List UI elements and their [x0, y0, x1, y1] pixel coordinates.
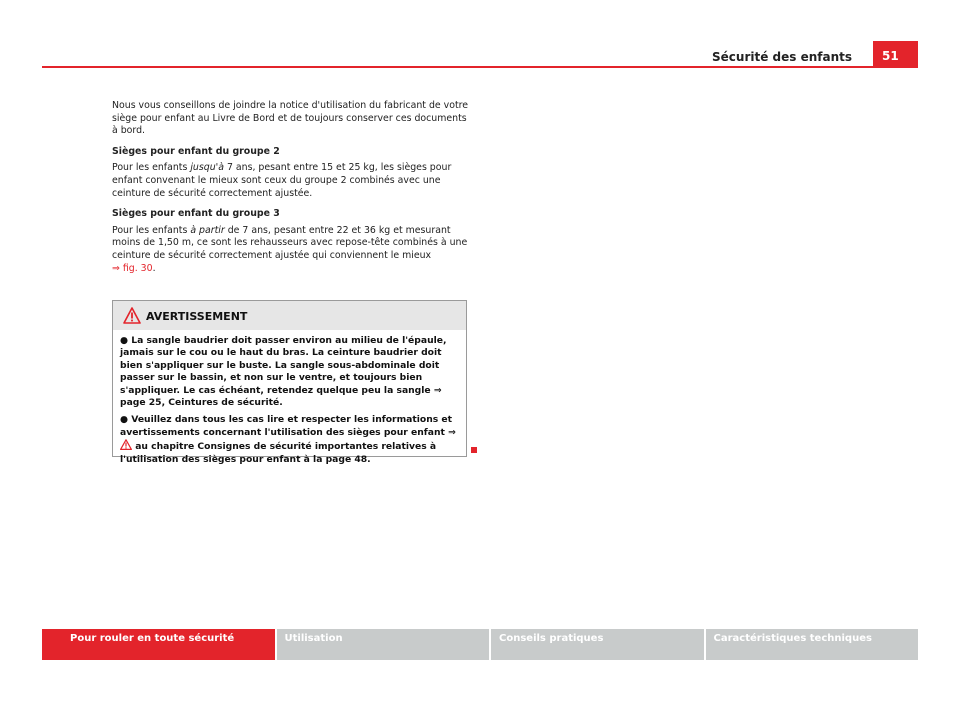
- footer-tabs: [42, 629, 918, 660]
- warning-header: [113, 301, 466, 330]
- group2-text-pre: Pour les enfants: [112, 162, 191, 174]
- group3-paragraph: [112, 225, 472, 275]
- group3-heading: Sièges pour enfant du groupe 3: [112, 208, 280, 220]
- warning-bullet-2-pre: ● Veuillez dans tous les cas lire et respecter les informations et avertissements concernant l'utilisation des sièges pour enfant ⇒: [120, 414, 456, 438]
- section-title: Sécurité des enfants: [712, 50, 852, 64]
- group2-heading: Sièges pour enfant du groupe 2: [112, 145, 280, 157]
- inline-warning-icon[interactable]: [120, 439, 132, 450]
- section-end-marker: [471, 447, 477, 453]
- group2-emphasis: jusqu'à: [190, 162, 224, 174]
- warning-bullet-2: [120, 414, 460, 466]
- group2-text-post: 7 ans, pesant entre 15 et 25 kg, les sièges pour enfant convenant le mieux sont ceux du groupe 2 combinés avec une ceinture de sécurité correctement ajustée.: [112, 162, 452, 199]
- tab-usage[interactable]: Utilisation: [277, 629, 490, 660]
- group3-text-pre: Pour les enfants: [112, 224, 191, 236]
- tab-safety[interactable]: Pour rouler en toute sécurité: [42, 629, 275, 660]
- group3-text-post: de 7 ans, pesant entre 22 et 36 kg et mesurant moins de 1,50 m, ce sont les rehausseurs avec repose-tête combinés à une ceinture de sécurité correctement ajustée qui conviennent le mieux: [112, 224, 468, 261]
- tab-technical-specs[interactable]: Caractéristiques techniques: [706, 629, 919, 660]
- warning-box: [112, 300, 467, 465]
- warning-body: [113, 330, 466, 466]
- group3-emphasis: à partir: [190, 224, 225, 236]
- warning-bullet-2-post: au chapitre Consignes de sécurité importantes relatives à l'utilisation des sièges pour enfant à la page 48.: [120, 441, 437, 465]
- fig-30-link[interactable]: ⇒ fig. 30: [112, 262, 153, 274]
- intro-paragraph: Nous vous conseillons de joindre la notice d'utilisation du fabricant de votre siège pour enfant au Livre de Bord et de toujours conserver ces documents à bord.: [112, 100, 469, 137]
- tab-practical-tips[interactable]: Conseils pratiques: [491, 629, 704, 660]
- page-number: 51: [873, 41, 918, 67]
- group3-end: .: [152, 262, 156, 274]
- main-content: [112, 100, 472, 283]
- warning-bullet-1: ● La sangle baudrier doit passer environ au milieu de l'épaule, jamais sur le cou ou le haut du bras. La ceinture baudrier doit bien s'appliquer sur le buste. La sangle sous-abdominale doit passer sur le bassin, et non sur le ventre, et toujours bien s'appliquer. Le cas échéant, retendez quelque peu la sangle ⇒ page 25, Ceintures de sécurité.: [120, 335, 447, 409]
- warning-title: AVERTISSEMENT: [146, 310, 248, 323]
- warning-triangle-icon: [123, 307, 141, 324]
- group2-paragraph: [112, 162, 472, 200]
- header-rule: [42, 66, 918, 68]
